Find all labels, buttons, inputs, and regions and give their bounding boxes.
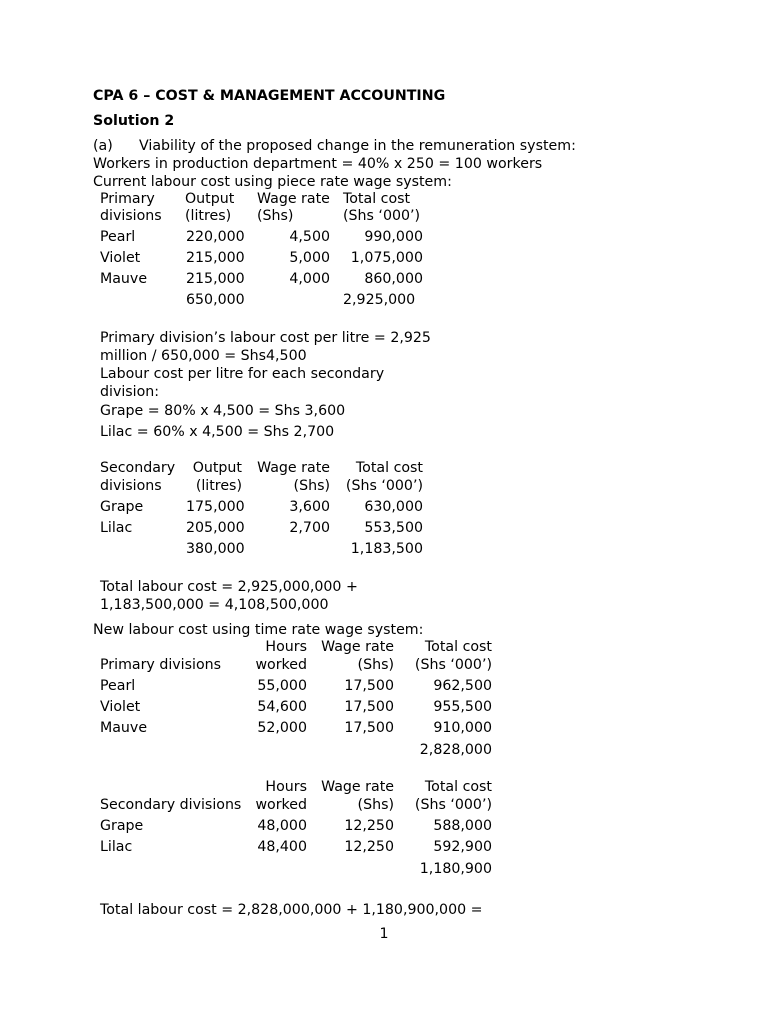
table-cell: Mauve [100, 271, 148, 287]
table-cell: 990,000 [364, 229, 423, 245]
table-header: (Shs ‘000’) [414, 657, 492, 673]
page-number: 1 [379, 926, 389, 942]
table-cell: 17,500 [344, 720, 394, 736]
table-cell: 962,500 [433, 678, 492, 694]
table-header: (Shs) [357, 657, 394, 673]
table-cell: 4,500 [289, 229, 330, 245]
table-total: 1,183,500 [350, 541, 423, 557]
current-cost-title: Current labour cost using piece rate wage system: [93, 174, 452, 190]
table-cell: 215,000 [186, 271, 245, 287]
table-cell: Mauve [100, 720, 148, 736]
total-line: 1,183,500,000 = 4,108,500,000 [100, 597, 329, 613]
calc-line: Labour cost per litre for each secondary [100, 366, 385, 382]
calc-line: Lilac = 60% x 4,500 = Shs 2,700 [100, 424, 335, 440]
table-cell: 3,600 [289, 499, 330, 515]
table-header: (litres) [195, 478, 242, 494]
table-header: Secondary [100, 460, 176, 476]
table-header: Wage rate [257, 191, 330, 207]
calc-line: division: [100, 384, 160, 400]
calc-line: Grape = 80% x 4,500 = Shs 3,600 [100, 403, 346, 419]
table-cell: 12,250 [344, 818, 394, 834]
table-header: Wage rate [321, 639, 394, 655]
table-cell: 17,500 [344, 699, 394, 715]
table-total: 650,000 [186, 292, 245, 308]
table-cell: 175,000 [186, 499, 245, 515]
table-cell: 2,700 [289, 520, 330, 536]
table-header: Total cost [343, 191, 411, 207]
table-header: (Shs ‘000’) [345, 478, 423, 494]
table-header: Wage rate [257, 460, 330, 476]
table-header: (litres) [185, 208, 232, 224]
table-header: worked [255, 797, 307, 813]
calc-line: Primary division’s labour cost per litre = 2,925 [100, 330, 431, 346]
table-total: 2,828,000 [419, 742, 492, 758]
table-cell: Violet [100, 699, 141, 715]
table-total: 1,180,900 [419, 861, 492, 877]
table-total: 380,000 [186, 541, 245, 557]
table-header: Secondary divisions [100, 797, 242, 813]
table-cell: 52,000 [257, 720, 307, 736]
table-cell: Grape [100, 499, 144, 515]
table-cell: Grape [100, 818, 144, 834]
table-cell: 48,400 [257, 839, 307, 855]
table-cell: 860,000 [364, 271, 423, 287]
total-line: Total labour cost = 2,828,000,000 + 1,180,900,000 = [100, 902, 483, 918]
table-cell: 54,600 [257, 699, 307, 715]
table-header: Hours [265, 639, 307, 655]
table-total: 2,925,000 [343, 292, 416, 308]
table-header: Wage rate [321, 779, 394, 795]
document-title: CPA 6 – COST & MANAGEMENT ACCOUNTING [93, 88, 446, 104]
table-cell: Lilac [100, 520, 133, 536]
table-cell: 955,500 [433, 699, 492, 715]
table-cell: 55,000 [257, 678, 307, 694]
table-header: (Shs) [293, 478, 330, 494]
calc-line: million / 650,000 = Shs4,500 [100, 348, 307, 364]
total-line: Total labour cost = 2,925,000,000 + [100, 579, 358, 595]
solution-heading: Solution 2 [93, 113, 175, 129]
table-header: worked [255, 657, 307, 673]
table-header: Output [185, 191, 235, 207]
part-label: (a) [93, 138, 113, 154]
table-cell: 592,900 [433, 839, 492, 855]
table-header: Hours [265, 779, 307, 795]
table-cell: 630,000 [364, 499, 423, 515]
table-cell: 12,250 [344, 839, 394, 855]
table-header: (Shs) [257, 208, 294, 224]
table-cell: 1,075,000 [350, 250, 423, 266]
table-cell: 4,000 [289, 271, 330, 287]
table-cell: 215,000 [186, 250, 245, 266]
table-header: (Shs ‘000’) [414, 797, 492, 813]
table-cell: Pearl [100, 229, 136, 245]
table-cell: 5,000 [289, 250, 330, 266]
table-header: Primary divisions [100, 657, 222, 673]
table-header: (Shs ‘000’) [343, 208, 421, 224]
table-cell: 17,500 [344, 678, 394, 694]
table-header: divisions [100, 478, 162, 494]
table-header: divisions [100, 208, 162, 224]
table-header: Total cost [424, 639, 492, 655]
table-header: Total cost [424, 779, 492, 795]
new-cost-title: New labour cost using time rate wage system: [93, 622, 424, 638]
table-cell: 588,000 [433, 818, 492, 834]
table-cell: 205,000 [186, 520, 245, 536]
part-heading: Viability of the proposed change in the remuneration system: [139, 138, 576, 154]
workers-line: Workers in production department = 40% x 250 = 100 workers [93, 156, 543, 172]
table-cell: Lilac [100, 839, 133, 855]
table-cell: 910,000 [433, 720, 492, 736]
table-header: Primary [100, 191, 155, 207]
table-cell: 48,000 [257, 818, 307, 834]
table-header: Output [192, 460, 242, 476]
table-cell: Pearl [100, 678, 136, 694]
table-cell: Violet [100, 250, 141, 266]
table-cell: 220,000 [186, 229, 245, 245]
table-cell: 553,500 [364, 520, 423, 536]
table-header: (Shs) [357, 797, 394, 813]
table-header: Total cost [355, 460, 423, 476]
